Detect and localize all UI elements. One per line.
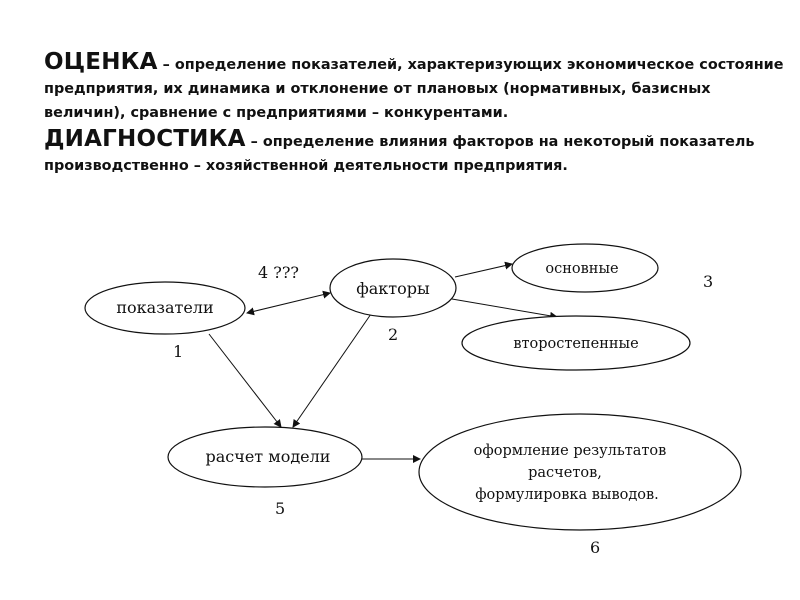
node-raschet-modeli bbox=[168, 427, 362, 487]
node-oformlenie-line-3: формулировка выводов. bbox=[475, 487, 659, 503]
step-number-4: 4 ??? bbox=[258, 263, 299, 282]
node-vtorostepennye-label: второстепенные bbox=[513, 336, 639, 352]
node-pokazateli-label: показатели bbox=[116, 298, 214, 317]
definition-diagnostika-text: – определение влияния факторов на некоторый показатель производственно – хозяйственной деятельности предприятия. bbox=[44, 134, 755, 174]
node-faktory bbox=[330, 259, 456, 317]
node-faktory-label: факторы bbox=[356, 279, 430, 298]
step-number-2: 2 bbox=[388, 325, 399, 344]
definition-otsenka-text: – определение показателей, характеризующих экономическое состояние предприятия, их динамика и отклонение от плановых (нормативных, базисных величин), сравнение с предприятиями – конкурентами. bbox=[44, 57, 784, 121]
node-osnovnye-label: основные bbox=[545, 261, 619, 277]
node-vtorostepennye bbox=[462, 316, 690, 370]
term-otsenka: ОЦЕНКА bbox=[44, 49, 158, 75]
arrow-faktory-osnovnye bbox=[455, 264, 512, 277]
node-oformlenie-line-1: оформление результатов bbox=[473, 443, 667, 459]
node-pokazateli bbox=[85, 282, 245, 334]
arrow-faktory-raschet bbox=[293, 314, 371, 427]
step-number-1: 1 bbox=[173, 342, 184, 361]
step-number-5: 5 bbox=[275, 499, 286, 518]
arrow-pokazateli-faktory bbox=[247, 293, 330, 313]
node-raschet-modeli-label: расчет модели bbox=[205, 447, 331, 466]
step-number-3: 3 bbox=[703, 272, 714, 291]
arrow-pokazateli-raschet bbox=[209, 334, 281, 427]
term-diagnostika: ДИАГНОСТИКА bbox=[44, 126, 246, 152]
node-oformlenie bbox=[419, 414, 741, 530]
node-osnovnye bbox=[512, 244, 658, 292]
arrow-faktory-vtorostepennye bbox=[452, 299, 557, 317]
node-oformlenie-line-2: расчетов, bbox=[528, 465, 602, 481]
step-number-6: 6 bbox=[590, 538, 601, 557]
